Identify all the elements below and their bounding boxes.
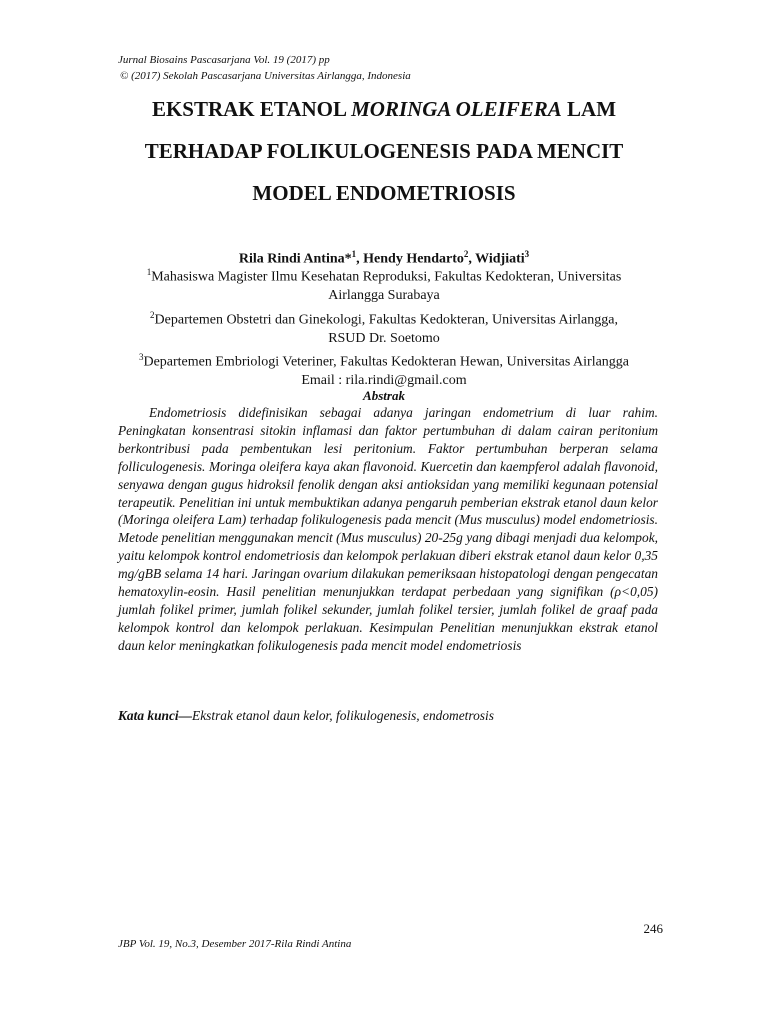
affiliation-3	[100, 348, 668, 372]
title-line-2: TERHADAP FOLIKULOGENESIS PADA MENCIT	[144, 139, 624, 163]
title-text: LAM	[561, 97, 617, 121]
affiliations	[100, 263, 668, 391]
author-name: , Widjiati	[468, 251, 525, 267]
page-number: 246	[643, 921, 663, 936]
journal-name: Jurnal Biosains Pascasarjana Vol. 19 (2017) pp	[118, 54, 330, 66]
abstract-heading: Abstrak	[363, 388, 405, 403]
affiliation-1	[100, 263, 668, 287]
keywords-text: Ekstrak etanol daun kelor, folikulogenesis, endometrosis	[192, 708, 494, 723]
affiliation-text: Mahasiswa Magister Ilmu Kesehatan Reproduksi, Fakultas Kedokteran, Universitas	[151, 269, 622, 285]
affiliation-2	[100, 306, 668, 330]
abstract-body	[118, 404, 658, 655]
affiliation-text: Departemen Obstetri dan Ginekologi, Fakultas Kedokteran, Universitas Airlangga,	[154, 312, 618, 328]
author-superscript: 1	[351, 249, 357, 259]
paper-title	[100, 88, 668, 214]
journal-header	[118, 52, 411, 84]
affiliation-2-cont: RSUD Dr. Soetomo	[328, 330, 440, 346]
author-superscript: 3	[524, 249, 530, 259]
footer-citation: JBP Vol. 19, No.3, Desember 2017-Rila Rindi Antina	[118, 938, 352, 950]
author-name: , Hendy Hendarto	[356, 251, 464, 267]
author-name: Rila Rindi Antina*	[238, 251, 352, 267]
abstract-text: Endometriosis didefinisikan sebagai adanya jaringan endometrium di luar rahim. Peningkatan konsentrasi sitokin inflamasi dan faktor pertumbuhan di dalam cairan peritonium berkontribusi pada pembentukan lesi peritonium. Faktor pertumbuhan berperan selama folliculogenesis. Moringa oleifera kaya akan flavonoid. Kuercetin dan kaempferol adalah flavonoid, senyawa dengan gugus hidroksil fenolik dengan aksi antioksidan yang memiliki kegunaan potensial terapeutik. Penelitian ini untuk membuktikan adanya pengaruh pemberian ekstrak etanol daun kelor (Moringa oleifera Lam) terhadap folikulogenesis pada mencit (Mus musculus) model endometriosis. Metode penelitian menggunakan mencit (Mus musculus) 20-25g yang dibagi menjadi dua kelompok, yaitu kelompok kontrol endometriosis dan kelompok perlakuan diberi ekstrak etanol daun kelor 0,35 mg/gBB selama 14 hari. Jaringan ovarium dilakukan pemeriksaan histopatologi dengan pengecatan hematoxylin-eosin. Hasil penelitian menunjukkan terdapat perbedaan yang signifikan (ρ<0,05) jumlah folikel primer, jumlah folikel sekunder, jumlah folikel tersier, jumlah folikel de graaf pada kelompok kontrol dan kelompok perlakuan. Kesimpulan Penelitian menunjukkan ekstrak etanol daun kelor meningkatkan folikulogenesis pada mencit model endometriosis	[118, 405, 658, 653]
keywords	[118, 708, 658, 724]
title-line-3: MODEL ENDOMETRIOSIS	[252, 181, 516, 205]
author-superscript: 2	[463, 249, 469, 259]
affiliation-superscript: 2	[150, 309, 155, 320]
affiliation-1-cont: Airlangga Surabaya	[328, 288, 440, 304]
affiliation-text: Departemen Embriologi Veteriner, Fakultas Kedokteran Hewan, Universitas Airlangga	[143, 354, 630, 370]
keywords-label: Kata kunci—	[118, 708, 193, 723]
affiliation-superscript: 1	[146, 267, 152, 277]
title-species: MORINGA OLEIFERA	[351, 97, 562, 121]
author-email: Email : rila.rindi@gmail.com	[301, 373, 467, 389]
affiliation-superscript: 3	[138, 352, 144, 363]
title-text: EKSTRAK ETANOL	[151, 97, 352, 121]
journal-copyright: © (2017) Sekolah Pascasarjana Universitas Airlangga, Indonesia	[120, 70, 411, 82]
title-line-1	[100, 88, 668, 130]
